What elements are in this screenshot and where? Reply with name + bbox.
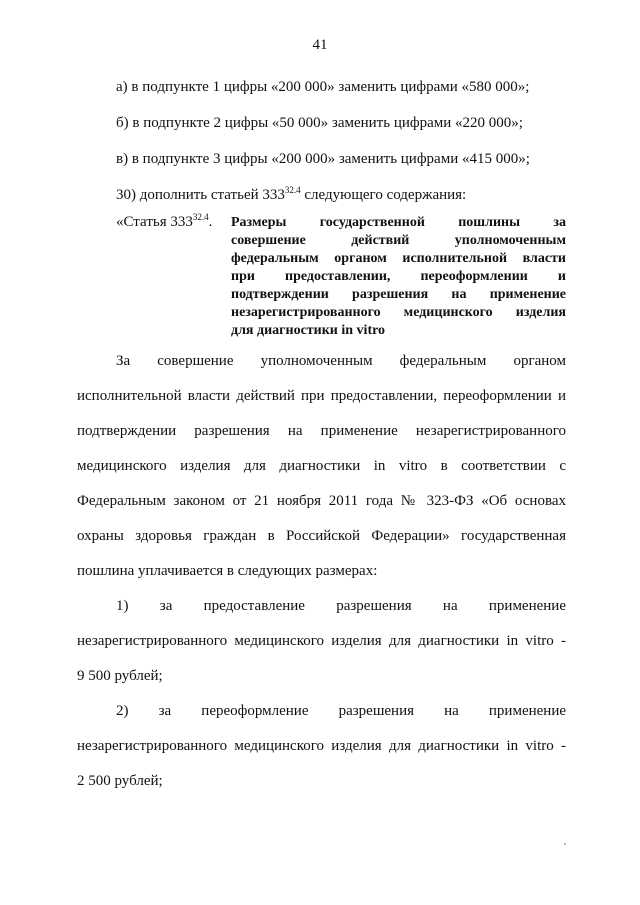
article-title (231, 214, 566, 340)
subitem-2-line: 2 500 рублей; (77, 773, 163, 789)
article-label (116, 214, 212, 231)
amendment-item-a: а) в подпункте 1 цифры «200 000» заменить цифрами «580 000»; (116, 79, 530, 95)
paragraph-line: медицинского изделия для диагностики in vitro в соответствии с (77, 458, 566, 474)
paragraph-line: За совершение уполномоченным федеральным органом (116, 353, 566, 369)
amendment-item-b: б) в подпункте 2 цифры «50 000» заменить цифрами «220 000»; (116, 115, 523, 131)
page-number: 41 (312, 37, 328, 53)
subitem-2-line: незарегистрированного медицинского изделия для диагностики in vitro - (77, 738, 566, 754)
article-title-line: при предоставлении, переоформлении и (231, 269, 566, 284)
amendment-item-30 (116, 186, 466, 204)
article-label-prefix: «Статья 333 (116, 214, 193, 230)
subitem-1-line: 1) за предоставление разрешения на применение (116, 598, 566, 614)
paragraph-line: Федеральным законом от 21 ноября 2011 года № 323-ФЗ «Об основах (77, 493, 566, 509)
paragraph-line: исполнительной власти действий при предоставлении, переоформлении и (77, 388, 566, 404)
article-title-line: подтверждении разрешения на применение (231, 287, 566, 302)
article-title-line: федеральным органом исполнительной власти (231, 251, 566, 266)
article-title-line: Размеры государственной пошлины за (231, 215, 566, 230)
article-label-suffix: . (208, 214, 213, 230)
paragraph-line: пошлина уплачивается в следующих размерах: (77, 563, 378, 579)
article-title-line: для диагностики in vitro (231, 323, 386, 338)
amendment-item-v: в) в подпункте 3 цифры «200 000» заменить цифрами «415 000»; (116, 151, 530, 167)
paragraph-line: подтверждении разрешения на применение незарегистрированного (77, 423, 566, 439)
subitem-1-line: 9 500 рублей; (77, 668, 163, 684)
item-30-sup: 32.4 (284, 185, 301, 195)
article-label-sup: 32.4 (192, 212, 209, 222)
article-title-line: совершение действий уполномоченным (231, 233, 566, 248)
subitem-1-line: незарегистрированного медицинского изделия для диагностики in vitro - (77, 633, 566, 649)
item-30-text: 30) дополнить статьей 333 (116, 187, 285, 203)
paragraph-line: охраны здоровья граждан в Российской Федерации» государственная (77, 528, 566, 544)
subitem-2-line: 2) за переоформление разрешения на применение (116, 703, 566, 719)
article-title-line: незарегистрированного медицинского изделия (231, 305, 566, 320)
item-30-text-after: следующего содержания: (300, 187, 467, 203)
scan-dot (564, 843, 566, 845)
